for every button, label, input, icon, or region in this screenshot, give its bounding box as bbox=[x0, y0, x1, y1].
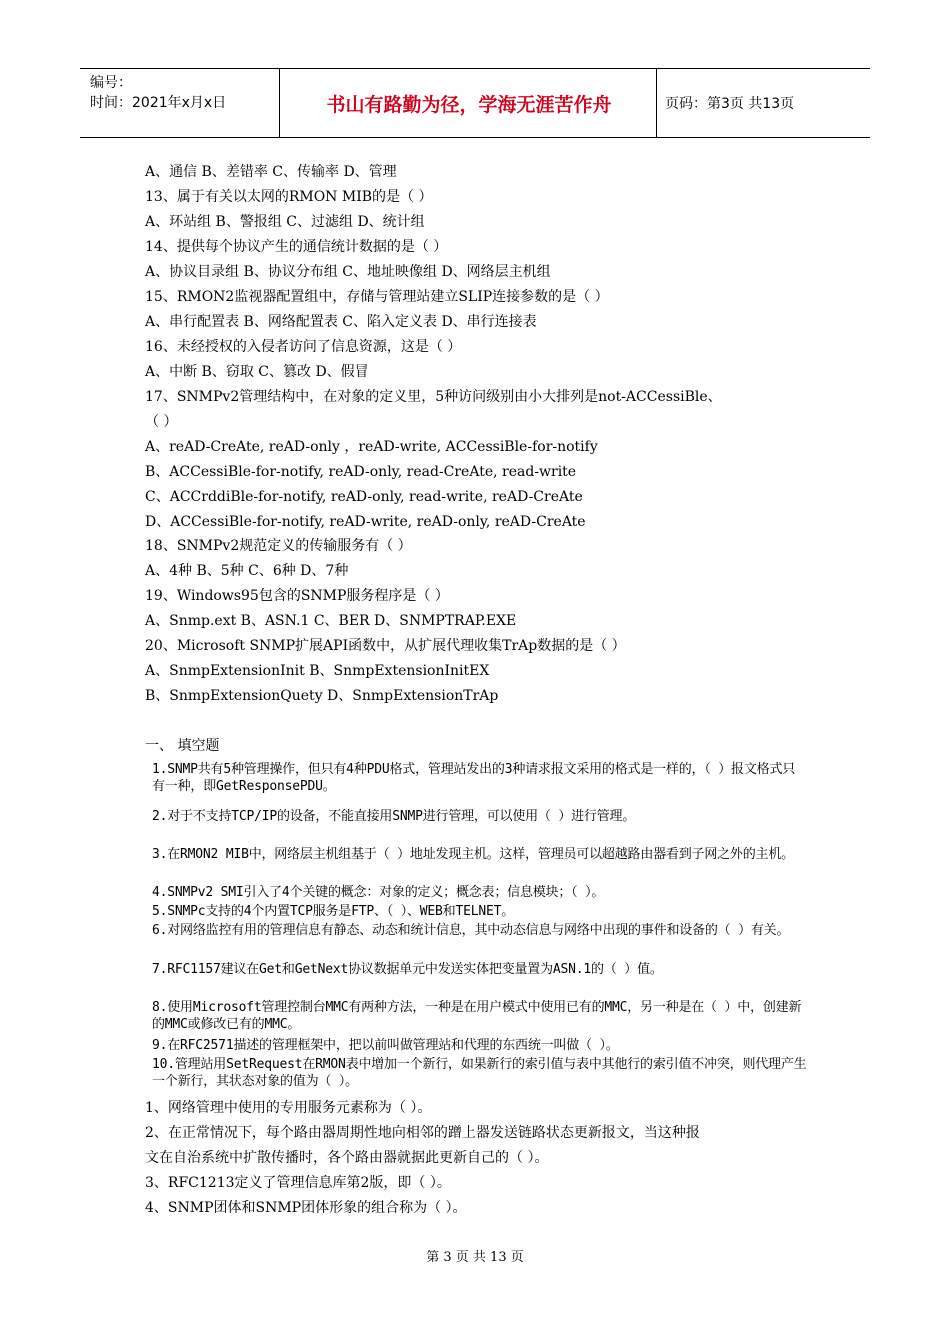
fill-blank-item: 7.RFC1157建议在Get和GetNext协议数据单元中发送实体把变量置为ASN.1的（ ）值。 bbox=[152, 962, 663, 977]
text-line: A、环站组 B、警报组 C、过滤组 D、统计组 bbox=[145, 214, 425, 230]
question-line: 3、RFC1213定义了管理信息库第2版，即（ ）。 bbox=[145, 1175, 451, 1191]
fill-blank-item: 10.管理站用SetRequest在RMON表中增加一个新行，如果新行的索引值与表中其他行的索引值不冲突，则代理产生一个新行，其状态对象的值为（ ）。 bbox=[152, 1057, 807, 1089]
question-line: 2、在正常情况下，每个路由器周期性地向相邻的蹭上器发送链路状态更新报文，当这种报 bbox=[145, 1125, 700, 1141]
header-number: 编号： bbox=[90, 75, 132, 91]
text-line: A、通信 B、差错率 C、传输率 D、管理 bbox=[145, 164, 397, 180]
text-line: 20、Microsoft SNMP扩展API函数中，从扩展代理收集TrAp数据的是（ ） bbox=[145, 638, 626, 654]
text-line: C、ACCrddiBle-for-notify, reAD-only, read-write, reAD-CreAte bbox=[145, 489, 583, 505]
header-divider bbox=[279, 69, 280, 137]
page-footer: 第 3 页 共 13 页 bbox=[426, 1250, 524, 1265]
question-line: 文在自治系统中扩散传播时，各个路由器就据此更新自己的（ ）。 bbox=[145, 1150, 549, 1166]
header-meta bbox=[90, 73, 226, 113]
text-line: A、reAD-CreAte, reAD-only ，reAD-write, ACCessiBle-for-notify bbox=[145, 439, 598, 455]
page-header bbox=[80, 68, 870, 138]
text-line: D、ACCessiBle-for-notify, reAD-write, reAD-only, reAD-CreAte bbox=[145, 514, 586, 530]
text-line: B、ACCessiBle-for-notify, reAD-only, read-CreAte, read-write bbox=[145, 464, 577, 480]
text-line: 17、SNMPv2管理结构中，在对象的定义里，5种访问级别由小大排列是not-ACCessiBle、 bbox=[145, 389, 722, 405]
text-line: 13、属于有关以太网的RMON MIB的是（ ） bbox=[145, 189, 433, 205]
fill-blank-item: 5.SNMPc支持的4个内置TCP服务是FTP、（ ）、WEB和TELNET。 bbox=[152, 904, 515, 919]
text-line: 15、RMON2监视器配置组中，存储与管理站建立SLIP连接参数的是（ ） bbox=[145, 289, 609, 305]
text-line: A、Snmp.ext B、ASN.1 C、BER D、SNMPTRAP.EXE bbox=[145, 613, 517, 629]
fill-blank-item: 8.使用Microsoft管理控制台MMC有两种方法，一种是在用户模式中使用已有的MMC，另一种是在（ ）中，创建新的MMC或修改已有的MMC。 bbox=[152, 1000, 802, 1032]
fill-blank-item: 1.SNMP共有5种管理操作，但只有4种PDU格式，管理站发出的3种请求报文采用的格式是一样的，（ ）报文格式只有一种，即GetResponsePDU。 bbox=[152, 762, 796, 794]
fill-blank-item: 3.在RMON2 MIB中，网络层主机组基于（ ）地址发现主机。这样，管理员可以超越路由器看到子网之外的主机。 bbox=[152, 847, 794, 862]
fill-blank-item: 6.对网络监控有用的管理信息有静态、动态和统计信息，其中动态信息与网络中出现的事件和设备的（ ）有关。 bbox=[152, 923, 790, 938]
fill-blank-item: 4.SNMPv2 SMI引入了4个关键的概念：对象的定义；概念表；信息模块；（ ）。 bbox=[152, 885, 605, 900]
text-line: 18、SNMPv2规范定义的传输服务有（ ） bbox=[145, 538, 412, 554]
question-line: 1、网络管理中使用的专用服务元素称为（ ）。 bbox=[145, 1100, 432, 1116]
header-motto: 书山有路勤为径，学海无涯苦作舟 bbox=[326, 93, 612, 116]
header-time: 时间：2021年x月x日 bbox=[90, 95, 227, 111]
text-line: A、中断 B、窃取 C、篡改 D、假冒 bbox=[145, 364, 369, 380]
text-line: B、SnmpExtensionQuety D、SnmpExtensionTrAp bbox=[145, 688, 499, 704]
text-line: 19、Windows95包含的SNMP服务程序是（ ） bbox=[145, 588, 449, 604]
text-line: A、协议目录组 B、协议分布组 C、地址映像组 D、网络层主机组 bbox=[145, 264, 551, 280]
fill-blank-item: 2.对于不支持TCP/IP的设备，不能直接用SNMP进行管理，可以使用（ ）进行管理。 bbox=[152, 809, 636, 824]
text-line: A、串行配置表 B、网络配置表 C、陷入定义表 D、串行连接表 bbox=[145, 314, 537, 330]
text-line: A、4种 B、5种 C、6种 D、7种 bbox=[145, 563, 349, 579]
header-divider bbox=[656, 69, 657, 137]
fill-blank-item: 9.在RFC2571描述的管理框架中，把以前叫做管理站和代理的东西统一叫做（ ）。 bbox=[152, 1038, 619, 1053]
text-line: A、SnmpExtensionInit B、SnmpExtensionInitEX bbox=[145, 663, 490, 679]
text-line: 14、提供每个协议产生的通信统计数据的是（ ） bbox=[145, 239, 448, 255]
text-line: （ ） bbox=[145, 414, 178, 430]
section-title: 一、 填空题 bbox=[145, 738, 220, 754]
question-line: 4、SNMP团体和SNMP团体形象的组合称为（ ）。 bbox=[145, 1200, 467, 1216]
header-page-number: 页码：第3页 共13页 bbox=[665, 96, 795, 112]
text-line: 16、未经授权的入侵者访问了信息资源，这是（ ） bbox=[145, 339, 462, 355]
